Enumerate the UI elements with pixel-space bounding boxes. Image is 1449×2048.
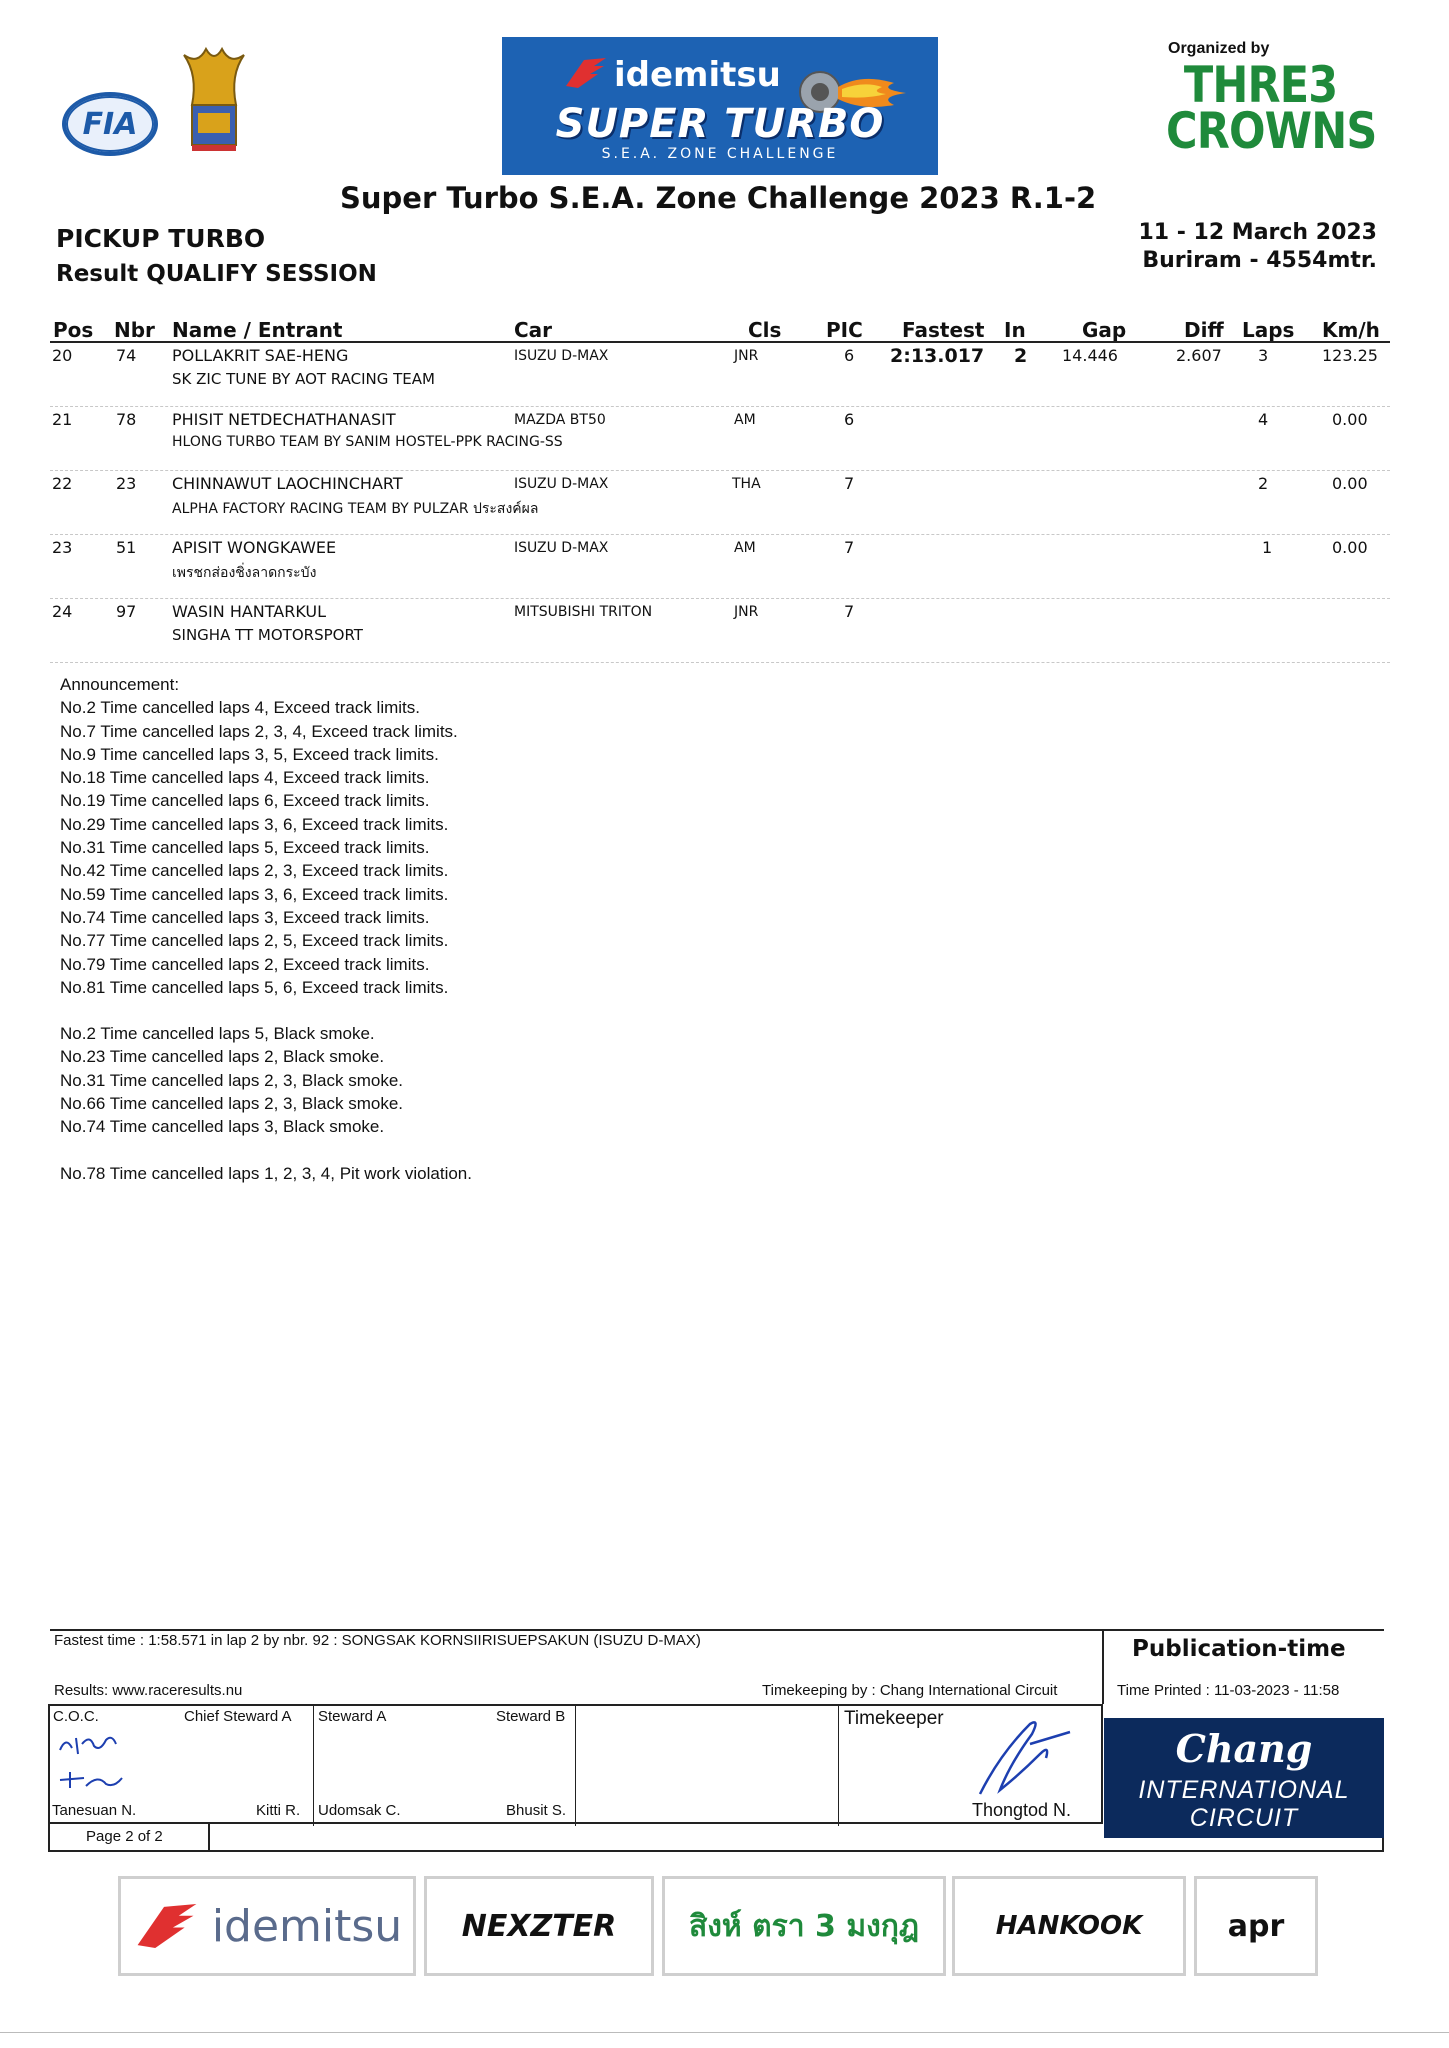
cell-cls: JNR [734,348,759,364]
cell-pos: 20 [52,346,73,365]
cell-cls: AM [734,412,756,428]
federation-crest-logo [178,45,250,155]
chang-logo-text: INTERNATIONAL [1138,1776,1350,1804]
steward-b-label: Steward B [496,1708,566,1725]
timekeeper-name: Thongtod N. [972,1800,1072,1820]
cell-name: CHINNAWUT LAOCHINCHART [172,474,403,493]
chief-steward-label: Chief Steward A [184,1708,292,1725]
footer-rule [50,1629,1102,1631]
cell-fastest: 2:13.017 [890,345,985,367]
cell-in: 2 [1014,345,1028,367]
chang-logo-text: CIRCUIT [1189,1804,1299,1832]
banner-subtitle: S.E.A. ZONE CHALLENGE [601,146,839,162]
timekeeper-label: Timekeeper [844,1708,944,1729]
announcement-heading: Announcement: [60,675,180,694]
cell-pic: 7 [844,538,855,557]
cell-kmh: 123.25 [1322,346,1378,365]
organizer-logo: THRE3 CROWNS [1166,56,1377,160]
cell-cls: AM [734,540,756,556]
page-bottom-rule [0,2032,1449,2033]
cell-laps: 2 [1258,474,1269,493]
cell-diff: 2.607 [1176,346,1222,365]
cell-name: POLLAKRIT SAE-HENG [172,346,349,365]
col-diff: Diff [1184,318,1224,342]
cell-pos: 22 [52,474,73,493]
announcement-line: No.74 Time cancelled laps 3, Exceed track limits. [60,907,430,927]
coc-signature [56,1726,166,1796]
announcement-block [60,673,472,1185]
sponsor-idemitsu: idemitsu [118,1876,416,1976]
fia-logo: FIA [62,92,158,156]
announcement-line: No.2 Time cancelled laps 5, Black smoke. [60,1024,375,1044]
announcement-line: No.29 Time cancelled laps 3, 6, Exceed track limits. [60,814,449,834]
timekeeping-by: Timekeeping by : Chang International Circuit [762,1682,1058,1699]
cell-pos: 24 [52,602,73,621]
idemitsu-wing-icon [132,1901,202,1951]
sponsor-nexzter: NEXZTER [424,1876,654,1976]
sponsor-singha: สิงห์ ตรา 3 มงกุฎ [662,1876,946,1976]
timekeeper-signature [970,1714,1080,1804]
cell-pic: 7 [844,474,855,493]
page-number: Page 2 of 2 [48,1824,210,1852]
announcement-line: No.66 Time cancelled laps 2, 3, Black smoke. [60,1094,403,1114]
cell-nbr: 78 [116,410,137,429]
cell-pic: 6 [844,346,855,365]
cell-cls: THA [732,476,761,492]
announcement-line: No.77 Time cancelled laps 2, 5, Exceed track limits. [60,931,449,951]
col-kmh: Km/h [1322,318,1380,342]
cell-gap: 14.446 [1062,346,1118,365]
organized-by-label: Organized by [1168,40,1270,57]
sig-cell-empty [576,1706,839,1826]
col-laps: Laps [1242,318,1295,342]
cell-name: PHISIT NETDECHATHANASIT [172,410,396,429]
class-name: PICKUP TURBO [56,224,266,253]
cell-laps: 3 [1258,346,1269,365]
cell-entrant: เพรชกส่องชิ่งลาดกระบัง [172,565,317,581]
announcement-line: No.42 Time cancelled laps 2, 3, Exceed track limits. [60,861,449,881]
cell-car: ISUZU D-MAX [514,476,609,492]
cell-pic: 6 [844,410,855,429]
cell-nbr: 74 [116,346,137,365]
row-divider [50,662,1390,663]
steward-b-name: Bhusit S. [506,1802,567,1819]
steward-a-label: Steward A [318,1708,387,1725]
cell-kmh: 0.00 [1332,538,1368,557]
col-nbr: Nbr [114,318,155,342]
cell-nbr: 97 [116,602,137,621]
col-pos: Pos [53,318,94,342]
event-venue: Buriram - 4554mtr. [1142,248,1377,273]
cell-entrant: HLONG TURBO TEAM BY SANIM HOSTEL-PPK RACING-SS [172,434,563,450]
sponsor-hankook: HANKOOK [952,1876,1186,1976]
chief-steward-name: Kitti R. [256,1802,301,1819]
cell-car: MAZDA BT50 [514,412,606,428]
table-row [50,470,1390,534]
cell-kmh: 0.00 [1332,474,1368,493]
event-date: 11 - 12 March 2023 [1138,220,1377,245]
announcement-line: No.31 Time cancelled laps 5, Exceed track limits. [60,838,430,858]
announcement-line: No.23 Time cancelled laps 2, Black smoke. [60,1047,385,1067]
cell-cls: JNR [734,604,759,620]
announcement-line: No.18 Time cancelled laps 4, Exceed track limits. [60,768,430,788]
session-title: Result QUALIFY SESSION [56,261,377,287]
cell-entrant: SINGHA TT MOTORSPORT [172,626,363,644]
document-title: Super Turbo S.E.A. Zone Challenge 2023 R.1-2 [340,181,1097,215]
cell-pos: 23 [52,538,73,557]
cell-nbr: 23 [116,474,137,493]
time-printed: Time Printed : 11-03-2023 - 11:58 [1117,1682,1340,1699]
cell-laps: 4 [1258,410,1269,429]
steward-a-name: Udomsak C. [318,1802,401,1819]
coc-name: Tanesuan N. [52,1802,137,1819]
announcement-line: No.19 Time cancelled laps 6, Exceed track limits. [60,791,430,811]
col-gap: Gap [1082,318,1127,342]
cell-name: WASIN HANTARKUL [172,602,327,621]
idemitsu-wing-icon [564,56,608,90]
cell-pic: 7 [844,602,855,621]
announcement-line: No.2 Time cancelled laps 4, Exceed track limits. [60,698,420,718]
cell-pos: 21 [52,410,73,429]
chang-circuit-logo [1104,1718,1384,1838]
announcement-line: No.59 Time cancelled laps 3, 6, Exceed track limits. [60,884,449,904]
cell-nbr: 51 [116,538,137,557]
col-car: Car [514,318,553,342]
cell-car: MITSUBISHI TRITON [514,604,653,620]
sponsor-apr: apr [1194,1876,1318,1976]
cell-car: ISUZU D-MAX [514,540,609,556]
col-name: Name / Entrant [172,318,343,342]
table-row [50,342,1390,406]
table-row [50,406,1390,470]
table-header [50,318,1390,340]
cell-car: ISUZU D-MAX [514,348,609,364]
banner-brand: idemitsu [564,55,781,95]
signature-panel [48,1704,1103,1824]
results-url: Results: www.raceresults.nu [54,1682,243,1699]
announcement-line: No.31 Time cancelled laps 2, 3, Black smoke. [60,1070,403,1090]
announcement-line: No.79 Time cancelled laps 2, Exceed track limits. [60,954,430,974]
cell-name: APISIT WONGKAWEE [172,538,337,557]
banner-title: SUPER TURBO [555,101,885,147]
col-pic: PIC [826,318,863,342]
fastest-time: Fastest time : 1:58.571 in lap 2 by nbr. 92 : SONGSAK KORNSIIRISUEPSAKUN (ISUZU D-MAX) [54,1632,701,1649]
coc-label: C.O.C. [53,1708,99,1725]
super-turbo-banner [502,37,938,175]
col-fastest: Fastest [902,318,985,342]
announcement-line: No.7 Time cancelled laps 2, 3, 4, Exceed track limits. [60,721,458,741]
publication-title: Publication-time [1132,1636,1346,1662]
cell-entrant: ALPHA FACTORY RACING TEAM BY PULZAR ประสงค์ผล [172,501,539,517]
cell-laps: 1 [1262,538,1273,557]
cell-entrant: SK ZIC TUNE BY AOT RACING TEAM [172,370,435,388]
cell-kmh: 0.00 [1332,410,1368,429]
announcement-line: No.81 Time cancelled laps 5, 6, Exceed track limits. [60,977,449,997]
table-row [50,598,1390,662]
chang-logo-text: Chang [1175,1726,1313,1771]
col-cls: Cls [748,318,782,342]
announcement-line: No.74 Time cancelled laps 3, Black smoke. [60,1117,385,1137]
col-in: In [1004,318,1026,342]
announcement-line: No.9 Time cancelled laps 3, 5, Exceed track limits. [60,744,439,764]
table-row [50,534,1390,598]
announcement-line: No.78 Time cancelled laps 1, 2, 3, 4, Pit work violation. [60,1163,472,1183]
